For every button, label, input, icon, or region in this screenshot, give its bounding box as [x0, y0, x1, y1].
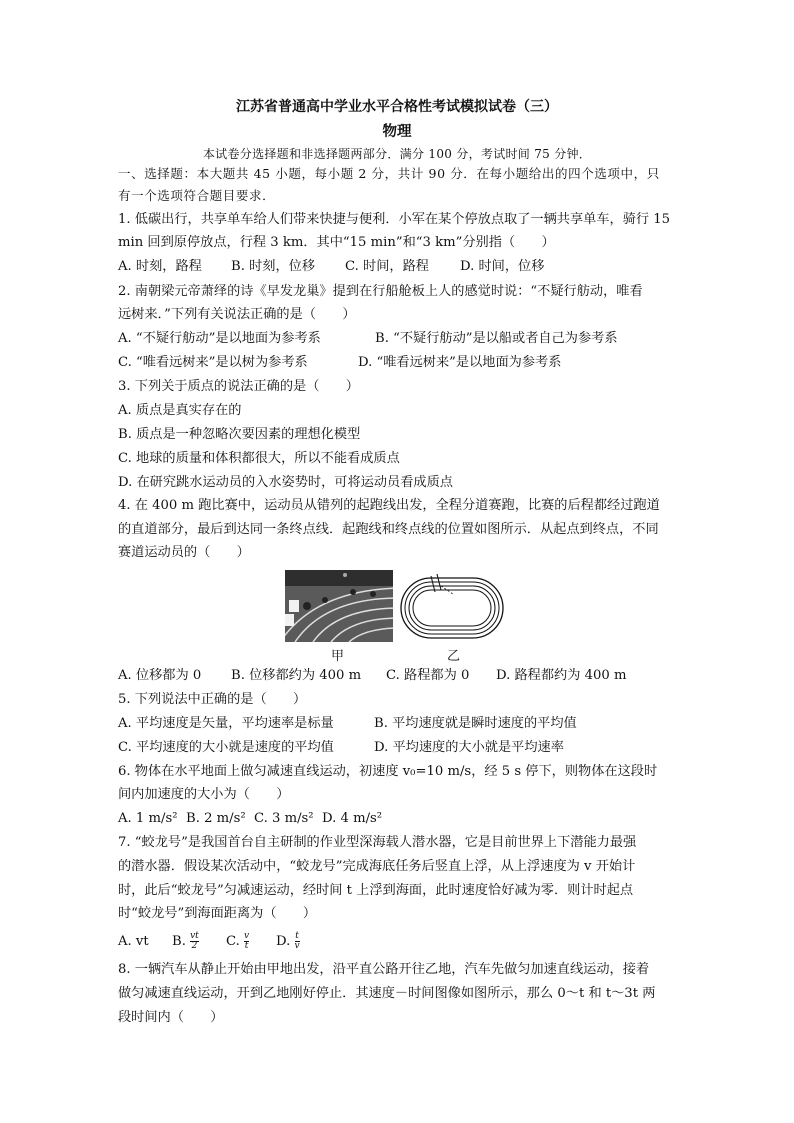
q4-stem-line3: 赛道运动员的（ ） — [118, 545, 250, 560]
q8-stem-line3: 段时间内（ ） — [118, 1010, 224, 1025]
q7-stem-line3: 时，此后“蛟龙号”匀减速运动，经时间 t 上浮到海面，此时速度恰好减为零．则计时起点 — [118, 883, 634, 898]
exam-intro: 本试卷分选择题和非选择题两部分．满分 100 分，考试时间 75 分钟． — [202, 147, 592, 161]
q2-options-row1 — [118, 329, 618, 349]
q7-option-c — [226, 932, 276, 952]
q6-option-a: A. 1 m/s² — [118, 811, 178, 826]
q2-option-c: C. “唯看远树来”是以树为参考系 — [118, 355, 308, 370]
q7-option-d-label: D. — [276, 934, 291, 949]
section-heading-line1: 一、选择题：本大题共 45 小题，每小题 2 分，共计 90 分．在每小题给出的四个选项中，只 — [118, 166, 660, 181]
q2-option-a: A. “不疑行舫动”是以地面为参考系 — [118, 331, 321, 346]
q4-option-b: B. 位移都约为 400 m — [231, 668, 362, 683]
q8-stem-line2: 做匀减速直线运动，开到乙地刚好停止．其速度－时间图像如图所示，那么 0～t 和 t～3t 两 — [118, 986, 656, 1001]
q4-option-a: A. 位移都为 0 — [118, 668, 202, 683]
q4-option-c: C. 路程都为 0 — [386, 668, 470, 683]
section-heading-line2: 有一个选项符合题目要求． — [118, 188, 276, 203]
q1-option-b: B. 时刻，位移 — [231, 259, 316, 274]
q6-option-d: D. 4 m/s² — [322, 811, 383, 826]
q7-option-a: A. vt — [118, 934, 149, 949]
q6-option-c: C. 3 m/s² — [254, 811, 314, 826]
q5-option-b: B. 平均速度就是瞬时速度的平均值 — [374, 716, 577, 731]
q7-option-d-fraction: t v — [294, 931, 300, 951]
q2-options-row2 — [118, 353, 561, 373]
q1-stem-line1: 1. 低碳出行，共享单车给人们带来快捷与便利．小军在某个停放点取了一辆共享单车，骑行 15 — [118, 212, 671, 227]
q3-option-b: B. 质点是一种忽略次要因素的理想化模型 — [118, 427, 361, 442]
q6-option-b: B. 2 m/s² — [186, 811, 246, 826]
track-oval-diagram — [397, 570, 507, 642]
q8-stem-line1: 8. 一辆汽车从静止开始由甲地出发，沿平直公路开往乙地，汽车先做匀加速直线运动，接着 — [118, 962, 650, 977]
q4-option-d: D. 路程都约为 400 m — [496, 668, 627, 683]
q3-stem: 3. 下列关于质点的说法正确的是（ ） — [118, 379, 359, 394]
q7-option-c-fraction: v t — [244, 931, 250, 951]
q7-option-b-label: B. — [172, 934, 186, 949]
q7-stem-line2: 的潜水器．假设某次活动中，“蛟龙号”完成海底任务后竖直上浮，从上浮速度为 v 开始计 — [118, 859, 636, 874]
q7-option-d — [276, 932, 300, 952]
q1-option-c: C. 时间，路程 — [345, 259, 429, 274]
q6-options — [118, 809, 382, 829]
q3-option-a: A. 质点是真实存在的 — [118, 403, 242, 418]
q1-option-d: D. 时间，位移 — [460, 259, 545, 274]
track-photo-figure — [285, 570, 393, 642]
q7-option-b-fraction: vt 2 — [190, 931, 199, 951]
track-diagram-figure — [397, 570, 507, 642]
q1-options — [118, 257, 544, 277]
q5-option-d: D. 平均速度的大小就是平均速率 — [374, 740, 564, 755]
exam-title: 江苏省普通高中学业水平合格性考试模拟试卷（三） — [236, 99, 558, 115]
q3-option-c: C. 地球的质量和体积都很大，所以不能看成质点 — [118, 451, 400, 466]
track-photo-image — [285, 570, 393, 642]
q7-stem-line4: 时“蛟龙号”到海面距离为（ ） — [118, 906, 317, 921]
q5-option-a: A. 平均速度是矢量，平均速率是标量 — [118, 716, 334, 731]
q7-option-b — [172, 932, 226, 952]
q2-stem-line2: 远树来．”下列有关说法正确的是（ ） — [118, 307, 356, 322]
q5-options-row2 — [118, 738, 564, 758]
q2-stem-line1: 2. 南朝梁元帝萧绎的诗《早发龙巢》提到在行船舱板上人的感觉时说：“不疑行舫动，唯看 — [118, 284, 643, 299]
q4-stem-line1: 4. 在 400 m 跑比赛中，运动员从错列的起跑线出发，全程分道赛跑，比赛的后程都经过跑道 — [118, 498, 660, 513]
q3-option-d: D. 在研究跳水运动员的入水姿势时，可将运动员看成质点 — [118, 475, 453, 490]
q7-stem-line1: 7. “蛟龙号”是我国首台自主研制的作业型深海载人潜水器，它是目前世界上下潜能力最强 — [118, 835, 637, 850]
q4-stem-line2: 的直道部分，最后到达同一条终点线．起跑线和终点线的位置如图所示．从起点到终点，不同 — [118, 522, 659, 537]
q4-figure-caption-left: 甲 — [331, 649, 345, 664]
q4-figure-caption-right: 乙 — [447, 649, 461, 664]
q6-stem-line1: 6. 物体在水平地面上做匀减速直线运动，初速度 v₀=10 m/s，经 5 s 停下，则物体在这段时 — [118, 764, 658, 779]
q4-options — [118, 666, 626, 686]
q2-option-b: B. “不疑行舫动”是以船或者自己为参考系 — [375, 331, 618, 346]
q5-option-c: C. 平均速度的大小就是速度的平均值 — [118, 740, 334, 755]
q2-option-d: D. “唯看远树来”是以地面为参考系 — [358, 355, 562, 370]
q5-stem: 5. 下列说法中正确的是（ ） — [118, 692, 307, 707]
q1-option-a: A. 时刻，路程 — [118, 259, 202, 274]
q7-option-c-label: C. — [226, 934, 240, 949]
q5-options-row1 — [118, 714, 577, 734]
subject-title: 物理 — [382, 123, 412, 140]
q7-options — [118, 932, 300, 952]
q1-stem-line2: min 回到原停放点，行程 3 km．其中“15 min”和“3 km”分别指（ ） — [118, 235, 555, 250]
q6-stem-line2: 间内加速度的大小为（ ） — [118, 787, 290, 802]
